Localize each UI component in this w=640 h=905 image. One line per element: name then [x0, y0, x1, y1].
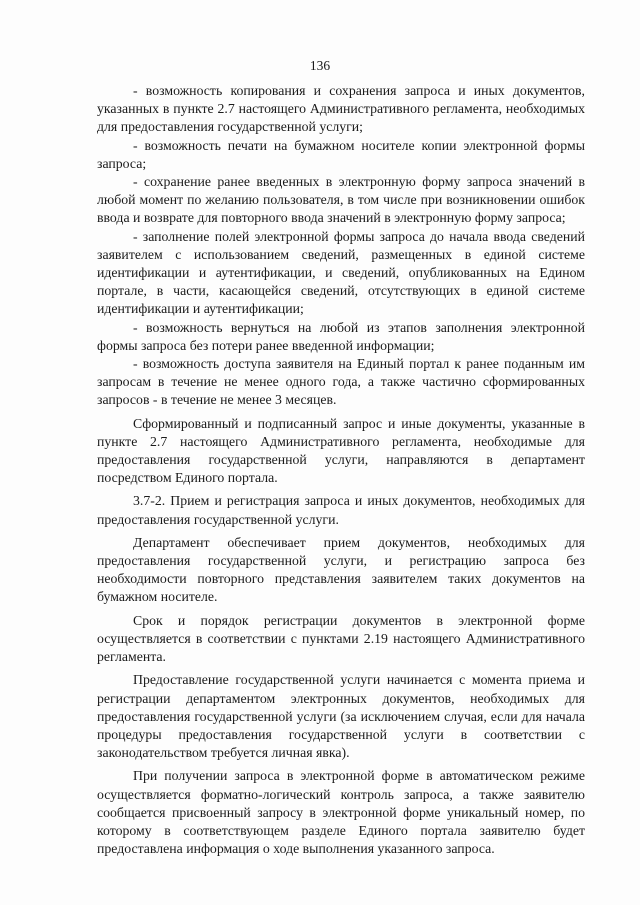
page-number: 136 [309, 58, 331, 73]
section-heading-3-7-2: 3.7-2. Прием и регистрация запроса и иных документов, необходимых для предоставления государственной услуги. [97, 493, 585, 527]
paragraph-save-values: - сохранение ранее введенных в электронную форму запроса значений в любой момент по желанию пользователя, в том числе при возникновении ошибок ввода и возврате для повторного ввода значений в электронную форму запроса; [97, 174, 585, 226]
paragraph-submission: Сформированный и подписанный запрос и иные документы, указанные в пункте 2.7 настоящего Административного регламента, необходимые для предоставления государственной услуги, направляются в департамент посредством Единого портала. [97, 415, 585, 486]
paragraph-return-stage: - возможность вернуться на любой из этапов заполнения электронной формы запроса без потери ранее введенной информации; [97, 319, 585, 353]
paragraph-registration-terms: Срок и порядок регистрации документов в электронной форме осуществляется в соответствии с пунктами 2.19 настоящего Административного регламента. [97, 612, 585, 665]
paragraph-copy-save: - возможность копирования и сохранения запроса и иных документов, указанных в пункте 2.7 настоящего Административного регламента, необходимых для предоставления государственной услуги; [97, 83, 585, 135]
document-body [97, 82, 585, 858]
paragraph-autofill: - заполнение полей электронной формы запроса до начала ввода сведений заявителем с использованием сведений, размещенных в единой системе идентификации и аутентификации, и сведений, опубликованных на Едином портале, в части, касающейся сведений, отсутствующих в единой системе идентификации и аутентификации; [97, 228, 585, 317]
paragraph-print: - возможность печати на бумажном носителе копии электронной формы запроса; [97, 137, 585, 171]
paragraph-access-requests: - возможность доступа заявителя на Единый портал к ранее поданным им запросам в течение не менее одного года, а также частично сформированных запросов - в течение не менее 3 месяцев. [97, 356, 585, 408]
paragraph-service-start: Предоставление государственной услуги начинается с момента приема и регистрации департаментом электронных документов, необходимых для предоставления государственной услуги (за исключением случая, если для начала процедуры предоставления государственной услуги в соответствии с законодательством требуется личная явка). [97, 672, 585, 761]
paragraph-format-control: При получении запроса в электронной форме в автоматическом режиме осуществляется форматно-логический контроль запроса, а также заявителю сообщается присвоенный запросу в электронной форме уникальный номер, по которому в соответствующем разделе Единого портала заявителю будет предоставлена информация о ходе выполнения указанного запроса. [97, 768, 585, 857]
paragraph-department-acceptance: Департамент обеспечивает прием документов, необходимых для предоставления государственной услуги, и регистрацию запроса без необходимости повторного представления заявителем таких документов на бумажном носителе. [97, 534, 585, 605]
